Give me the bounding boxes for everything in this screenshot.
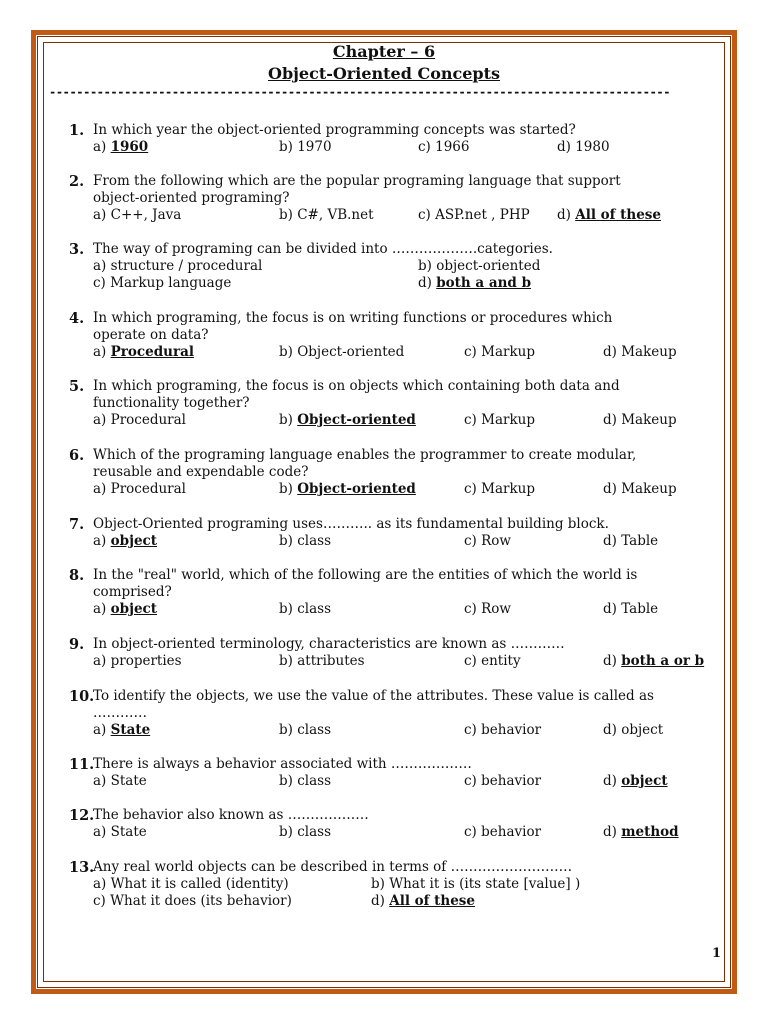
answer-option: [603, 773, 668, 789]
answer-option: [93, 481, 186, 497]
answer-option: [464, 653, 521, 669]
question-text: comprised?: [93, 584, 172, 600]
option-letter: c): [464, 601, 477, 617]
correct-answer-text: object: [110, 533, 157, 549]
option-text: class: [297, 533, 332, 549]
correct-answer-text: All of these: [389, 893, 475, 909]
option-text: Procedural: [110, 412, 186, 428]
option-letter: a): [93, 533, 107, 549]
option-letter: d): [603, 344, 617, 360]
answer-option: [557, 139, 610, 155]
option-letter: a): [93, 481, 107, 497]
answer-option: [93, 773, 147, 789]
question-number: 6.: [69, 447, 85, 464]
question-number: 13.: [69, 859, 95, 876]
option-letter: d): [371, 893, 385, 909]
option-letter: d): [603, 773, 617, 789]
answer-option: [603, 824, 679, 840]
option-letter: c): [464, 412, 477, 428]
answer-option: [279, 601, 331, 617]
question-number: 10.: [69, 688, 95, 705]
question-text: Any real world objects can be described in terms of ………………………: [93, 859, 573, 875]
answer-option: [279, 412, 416, 428]
option-text: State: [110, 824, 147, 840]
question-text: object-oriented programing?: [93, 190, 290, 206]
option-letter: c): [418, 207, 431, 223]
correct-answer-text: Procedural: [110, 344, 194, 360]
option-letter: a): [93, 601, 107, 617]
option-letter: c): [93, 275, 106, 291]
option-letter: c): [464, 481, 477, 497]
correct-answer-text: object: [621, 773, 668, 789]
answer-option: [418, 207, 530, 223]
answer-option: [603, 481, 677, 497]
option-letter: a): [93, 207, 107, 223]
option-letter: a): [93, 258, 107, 274]
question-text: Object-Oriented programing uses……….. as its fundamental building block.: [93, 516, 609, 532]
correct-answer-text: Object-oriented: [297, 481, 416, 497]
option-text: Table: [621, 601, 659, 617]
option-text: behavior: [481, 722, 542, 738]
option-text: Markup language: [110, 275, 232, 291]
option-letter: d): [603, 722, 617, 738]
option-letter: b): [279, 653, 293, 669]
option-text: class: [297, 601, 332, 617]
option-letter: d): [557, 139, 571, 155]
question-text: operate on data?: [93, 327, 209, 343]
option-letter: b): [279, 722, 293, 738]
answer-option: [93, 344, 194, 360]
answer-option: [603, 344, 677, 360]
option-letter: d): [557, 207, 571, 223]
correct-answer-text: Object-oriented: [297, 412, 416, 428]
option-letter: b): [371, 876, 385, 892]
option-text: State: [110, 773, 147, 789]
option-text: Markup: [481, 481, 535, 497]
option-text: Makeup: [621, 481, 677, 497]
option-text: Makeup: [621, 412, 677, 428]
question-number: 9.: [69, 636, 85, 653]
option-text: What it is (its state [value] ): [389, 876, 581, 892]
question-text: The behavior also known as ………………: [93, 807, 369, 823]
option-text: object: [621, 722, 664, 738]
option-text: 1966: [435, 139, 470, 155]
question-number: 2.: [69, 173, 85, 190]
option-text: behavior: [481, 773, 542, 789]
question-text: …………: [93, 705, 147, 721]
option-text: behavior: [481, 824, 542, 840]
option-text: Row: [481, 533, 511, 549]
answer-option: [93, 258, 262, 274]
option-text: Markup: [481, 344, 535, 360]
correct-answer-text: both a and b: [436, 275, 532, 291]
option-letter: a): [93, 139, 107, 155]
option-letter: c): [464, 344, 477, 360]
question-text: From the following which are the popular programing language that support: [93, 173, 621, 189]
question-text: In which year the object-oriented programming concepts was started?: [93, 122, 576, 138]
question-text: There is always a behavior associated with ………………: [93, 756, 472, 772]
option-letter: d): [603, 824, 617, 840]
option-letter: b): [279, 139, 293, 155]
answer-option: [93, 876, 289, 892]
option-letter: d): [603, 601, 617, 617]
correct-answer-text: object: [110, 601, 157, 617]
answer-option: [371, 893, 475, 909]
answer-option: [279, 139, 332, 155]
question-number: 7.: [69, 516, 85, 533]
option-letter: d): [603, 481, 617, 497]
option-text: Procedural: [110, 481, 186, 497]
answer-option: [464, 412, 535, 428]
answer-option: [418, 258, 540, 274]
option-letter: c): [464, 533, 477, 549]
answer-option: [371, 876, 580, 892]
option-letter: a): [93, 876, 107, 892]
correct-answer-text: All of these: [575, 207, 661, 223]
chapter-subtitle: Object-Oriented Concepts: [268, 64, 500, 83]
option-letter: c): [464, 824, 477, 840]
option-letter: a): [93, 722, 107, 738]
option-letter: b): [279, 481, 293, 497]
question-number: 3.: [69, 241, 85, 258]
correct-answer-text: 1960: [110, 139, 149, 155]
answer-option: [464, 344, 535, 360]
answer-option: [93, 412, 186, 428]
answer-option: [279, 653, 365, 669]
option-text: C++, Java: [110, 207, 182, 223]
option-text: object-oriented: [436, 258, 541, 274]
answer-option: [93, 601, 157, 617]
option-text: What it does (its behavior): [110, 893, 292, 909]
correct-answer-text: method: [621, 824, 679, 840]
answer-option: [279, 344, 404, 360]
question-text: In the "real" world, which of the following are the entities of which the world is: [93, 567, 638, 583]
option-text: 1970: [297, 139, 332, 155]
answer-option: [93, 275, 231, 291]
option-letter: b): [279, 412, 293, 428]
page-number: 1: [712, 946, 722, 961]
question-number: 4.: [69, 310, 85, 327]
option-letter: a): [93, 773, 107, 789]
answer-option: [418, 139, 469, 155]
answer-option: [464, 601, 511, 617]
answer-option: [93, 722, 150, 738]
correct-answer-text: State: [110, 722, 151, 738]
question-number: 1.: [69, 122, 85, 139]
option-letter: d): [603, 412, 617, 428]
option-letter: a): [93, 824, 107, 840]
question-number: 11.: [69, 756, 95, 773]
answer-option: [464, 722, 541, 738]
question-text: reusable and expendable code?: [93, 464, 309, 480]
answer-option: [279, 481, 416, 497]
option-letter: b): [279, 773, 293, 789]
answer-option: [603, 653, 704, 669]
option-letter: a): [93, 653, 107, 669]
question-number: 12.: [69, 807, 95, 824]
option-text: entity: [481, 653, 521, 669]
answer-option: [603, 601, 658, 617]
option-letter: b): [279, 824, 293, 840]
dashed-divider: -------------------------------------------------------------------------------------------: [49, 86, 671, 98]
question-text: In which programing, the focus is on objects which containing both data and: [93, 378, 620, 394]
question-text: The way of programing can be divided into ……………….categories.: [93, 241, 553, 257]
answer-option: [279, 773, 331, 789]
question-number: 5.: [69, 378, 85, 395]
option-text: ASP.net , PHP: [435, 207, 530, 223]
option-text: attributes: [297, 653, 365, 669]
option-letter: a): [93, 412, 107, 428]
question-number: 8.: [69, 567, 85, 584]
option-letter: c): [418, 139, 431, 155]
answer-option: [557, 207, 661, 223]
option-letter: b): [279, 207, 293, 223]
answer-option: [464, 481, 535, 497]
answer-option: [93, 893, 292, 909]
option-text: Object-oriented: [297, 344, 405, 360]
option-text: class: [297, 773, 332, 789]
chapter-title: Chapter – 6: [332, 42, 436, 61]
question-text: In object-oriented terminology, characteristics are known as …………: [93, 636, 565, 652]
option-letter: b): [279, 533, 293, 549]
option-letter: c): [464, 722, 477, 738]
answer-option: [464, 824, 541, 840]
option-text: properties: [110, 653, 182, 669]
option-letter: c): [464, 773, 477, 789]
option-text: Markup: [481, 412, 535, 428]
correct-answer-text: both a or b: [621, 653, 705, 669]
option-letter: d): [603, 533, 617, 549]
option-letter: b): [279, 601, 293, 617]
option-text: Row: [481, 601, 511, 617]
answer-option: [603, 412, 677, 428]
answer-option: [279, 207, 374, 223]
question-text: In which programing, the focus is on writing functions or procedures which: [93, 310, 613, 326]
answer-option: [93, 653, 182, 669]
answer-option: [603, 722, 663, 738]
answer-option: [279, 533, 331, 549]
answer-option: [93, 533, 157, 549]
answer-option: [279, 722, 331, 738]
option-text: 1980: [575, 139, 610, 155]
option-letter: a): [93, 344, 107, 360]
answer-option: [93, 139, 148, 155]
answer-option: [464, 533, 511, 549]
answer-option: [603, 533, 658, 549]
option-text: structure / procedural: [110, 258, 263, 274]
answer-option: [464, 773, 541, 789]
option-letter: c): [93, 893, 106, 909]
answer-option: [418, 275, 531, 291]
option-text: What it is called (identity): [110, 876, 289, 892]
option-letter: c): [464, 653, 477, 669]
option-letter: d): [418, 275, 432, 291]
question-text: To identify the objects, we use the value of the attributes. These value is called as: [93, 688, 654, 704]
option-letter: d): [603, 653, 617, 669]
answer-option: [93, 824, 147, 840]
option-letter: b): [279, 344, 293, 360]
option-text: Table: [621, 533, 659, 549]
option-text: class: [297, 824, 332, 840]
question-text: Which of the programing language enables the programmer to create modular,: [93, 447, 637, 463]
option-letter: b): [418, 258, 432, 274]
answer-option: [279, 824, 331, 840]
answer-option: [93, 207, 181, 223]
question-text: functionality together?: [93, 395, 250, 411]
option-text: Makeup: [621, 344, 677, 360]
option-text: class: [297, 722, 332, 738]
option-text: C#, VB.net: [297, 207, 374, 223]
